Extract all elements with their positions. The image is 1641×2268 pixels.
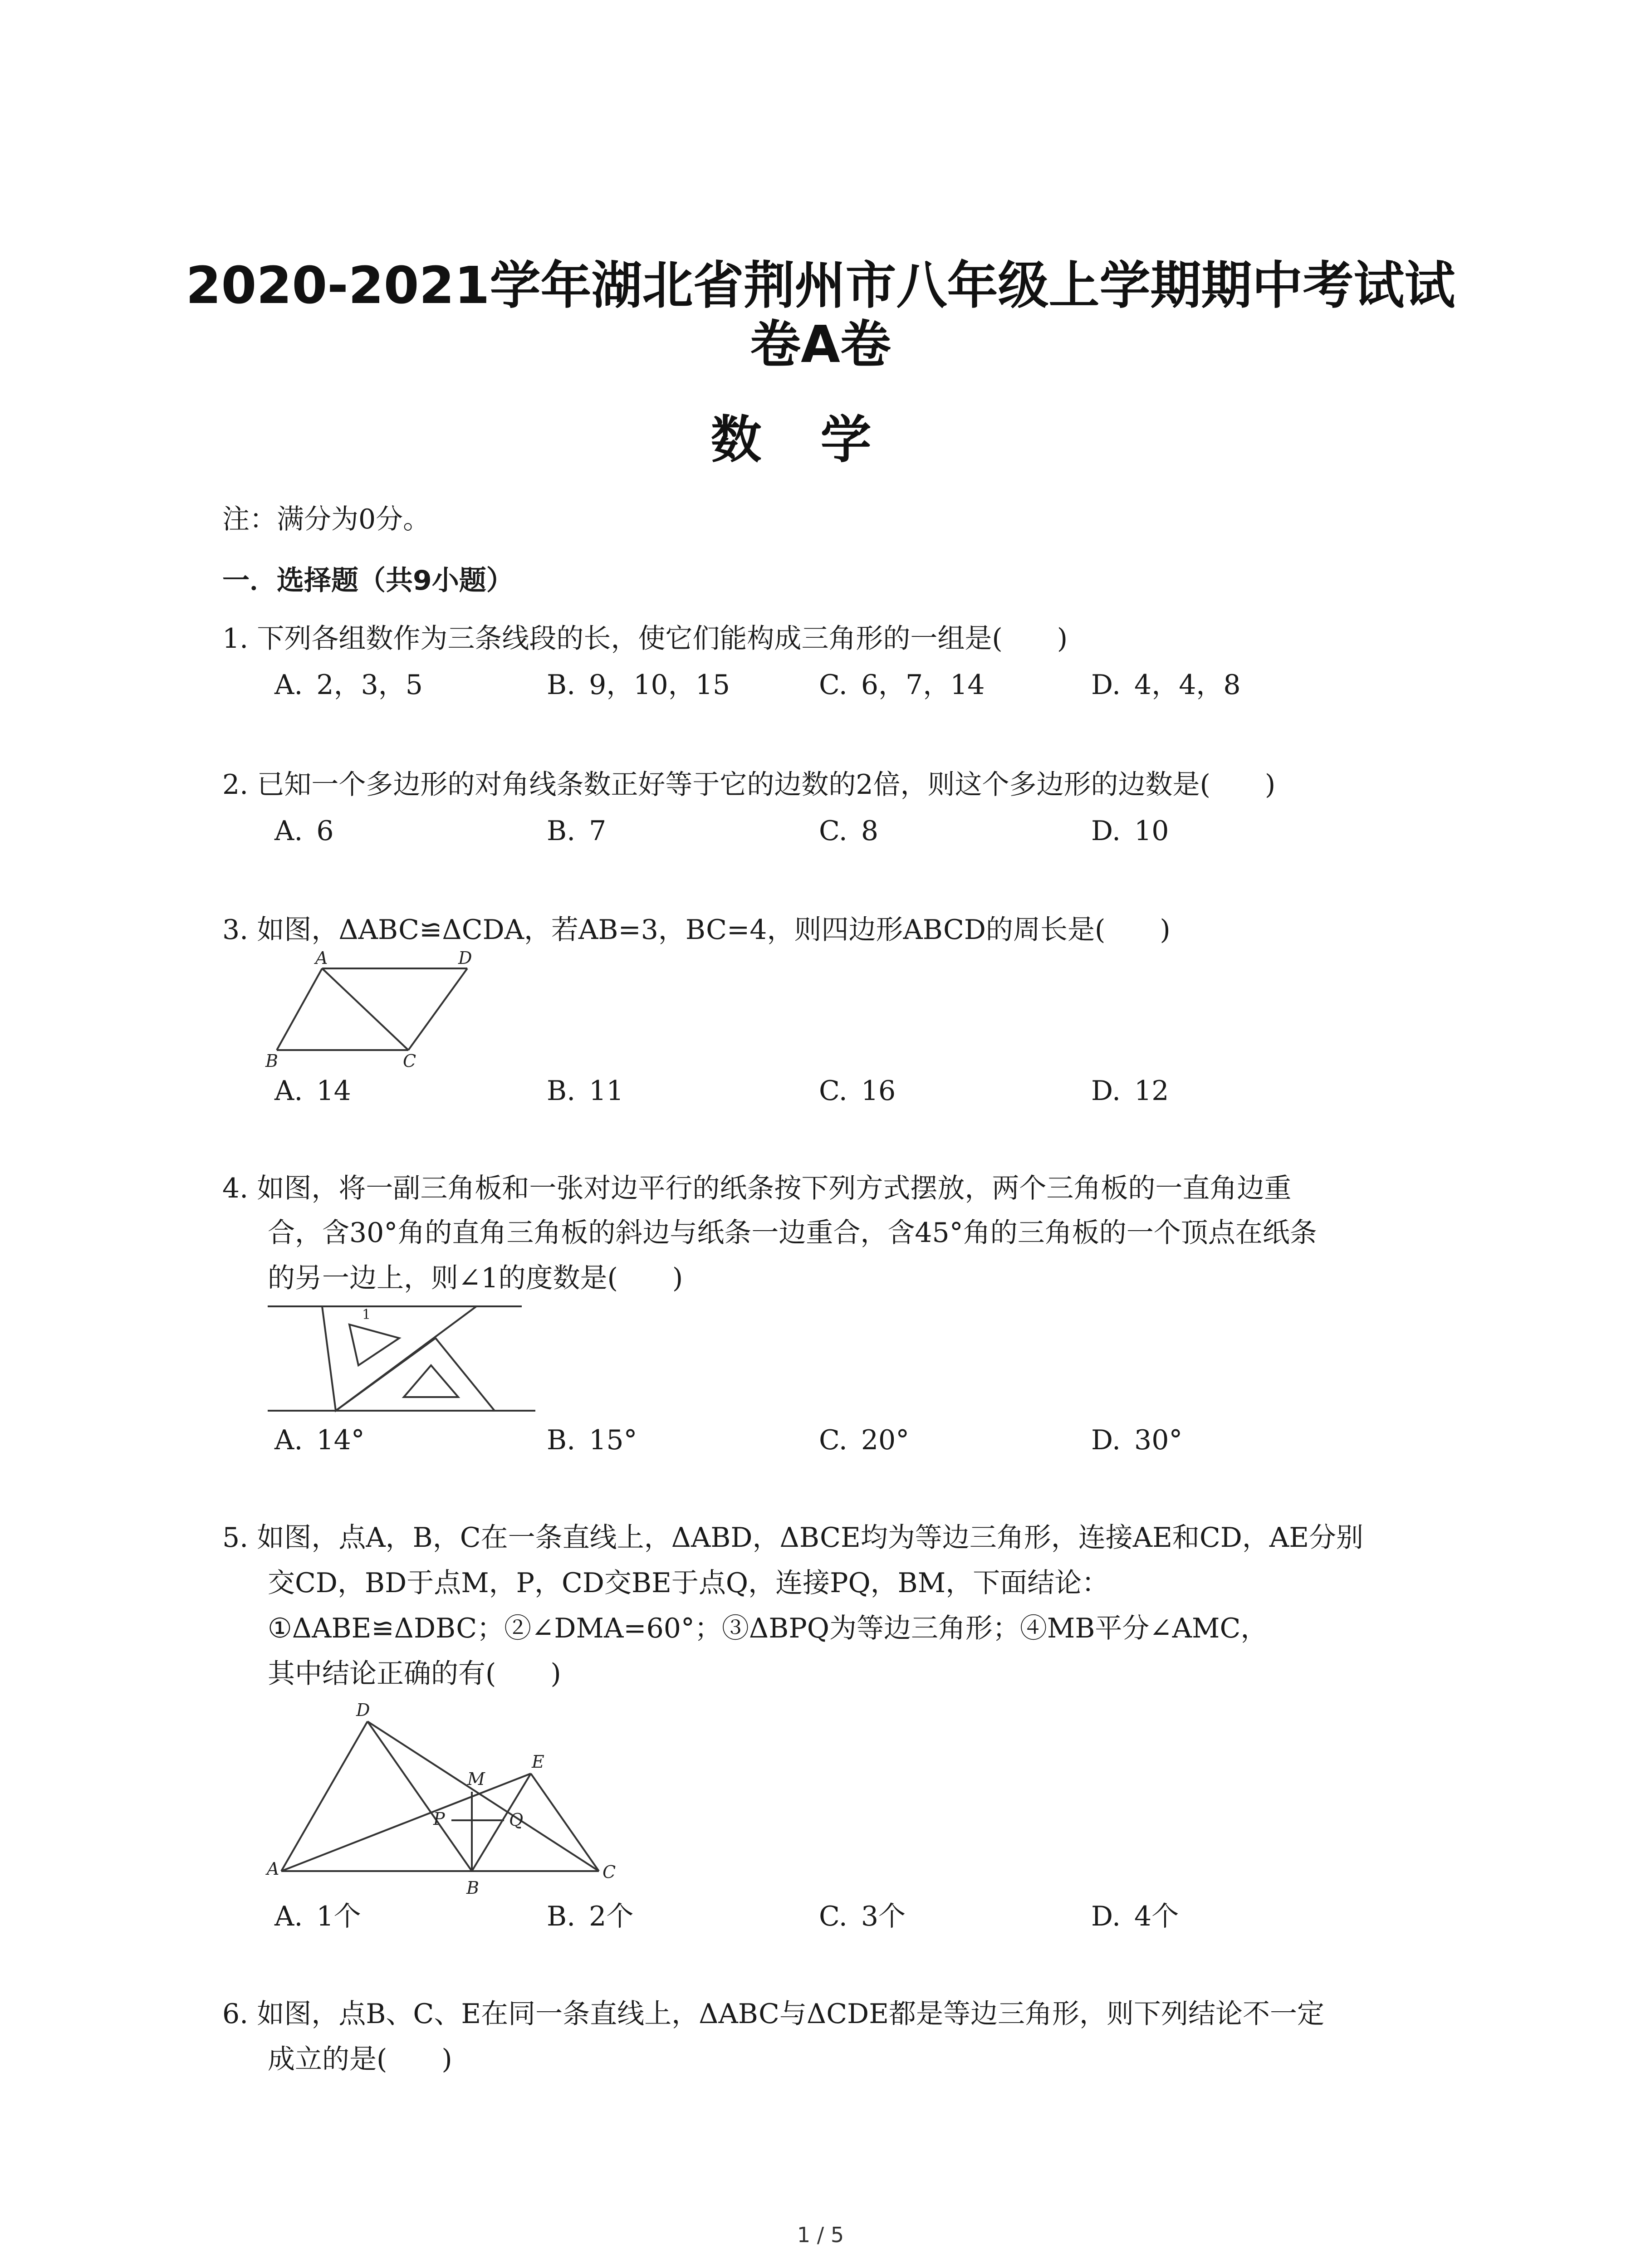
section-heading: 一．选择题（共9小题） — [222, 565, 514, 596]
question-5-option-b: B. 2个 — [547, 1901, 634, 1932]
point-label-q: Q — [509, 1810, 524, 1830]
segment-ad — [281, 1721, 367, 1871]
triangle-30-inner-hole — [349, 1325, 399, 1365]
question-3-option-a: A. 14 — [274, 1075, 351, 1107]
angle-label-1: 1 — [362, 1307, 371, 1323]
vertex-label-a: A — [315, 948, 328, 968]
question-4-option-b: B. 15° — [547, 1424, 637, 1456]
question-4-figure — [259, 1297, 549, 1424]
segment-ec — [531, 1774, 599, 1871]
segment-ac — [322, 968, 408, 1050]
question-4-option-c: C. 20° — [819, 1424, 910, 1456]
question-5-option-d: D. 4个 — [1091, 1901, 1179, 1932]
subject-heading: 数学 — [710, 411, 931, 469]
segment-dc — [408, 968, 467, 1050]
vertex-label-c: C — [403, 1051, 416, 1071]
question-4-option-a: A. 14° — [274, 1424, 365, 1456]
question-2-option-b: B. 7 — [547, 815, 607, 847]
question-1-option-c: C. 6，7，14 — [819, 669, 985, 701]
question-1-option-b: B. 9，10，15 — [547, 669, 730, 701]
title-line-2: 卷A卷 — [750, 315, 891, 374]
question-5-stem-line-3: ①ΔABE≌ΔDBC；②∠DMA=60°；③ΔBPQ为等边三角形；④MB平分∠AMC， — [268, 1613, 1268, 1644]
question-2-stem: 2. 已知一个多边形的对角线条数正好等于它的边数的2倍，则这个多边形的边数是( ) — [222, 769, 1276, 801]
vertex-label-b: B — [265, 1051, 278, 1071]
question-5-stem-line-4: 其中结论正确的有( ) — [268, 1658, 561, 1690]
question-6-stem-line-1: 6. 如图，点B、C、E在同一条直线上，ΔABC与ΔCDE都是等边三角形，则下列结论不一定 — [222, 1998, 1325, 2030]
point-label-p: P — [433, 1809, 445, 1829]
question-3-stem: 3. 如图，ΔABC≌ΔCDA，若AB=3，BC=4，则四边形ABCD的周长是( ) — [222, 914, 1171, 946]
point-label-c: C — [603, 1862, 616, 1882]
question-6-stem-line-2: 成立的是( ) — [268, 2043, 452, 2075]
question-1-option-d: D. 4，4，8 — [1091, 669, 1241, 701]
question-5-figure — [254, 1694, 626, 1898]
question-4-stem-line-3: 的另一边上，则∠1的度数是( ) — [268, 1262, 683, 1294]
question-2-option-a: A. 6 — [274, 815, 334, 847]
question-5-stem-line-2: 交CD，BD于点M，P，CD交BE于点Q，连接PQ，BM，下面结论： — [268, 1567, 1109, 1599]
question-1-option-a: A. 2，3，5 — [274, 669, 423, 701]
question-3-option-d: D. 12 — [1091, 1075, 1169, 1107]
question-3-option-b: B. 11 — [547, 1075, 624, 1107]
segment-dc — [367, 1721, 599, 1871]
segment-ab — [277, 968, 322, 1050]
question-2-option-c: C. 8 — [819, 815, 879, 847]
segment-db — [367, 1721, 472, 1871]
question-2-option-d: D. 10 — [1091, 815, 1169, 847]
triangle-45-inner-hole — [404, 1365, 458, 1397]
question-5-stem-line-1: 5. 如图，点A，B，C在一条直线上，ΔABD，ΔBCE均为等边三角形，连接AE和CD，AE分别 — [222, 1522, 1364, 1554]
triangle-45-degree — [336, 1338, 495, 1411]
point-label-m: M — [467, 1769, 485, 1789]
question-3-figure — [259, 948, 495, 1080]
question-3-option-c: C. 16 — [819, 1075, 896, 1107]
point-label-d: D — [356, 1700, 370, 1720]
question-1-stem: 1. 下列各组数作为三条线段的长，使它们能构成三角形的一组是( ) — [222, 623, 1068, 655]
question-5-option-c: C. 3个 — [819, 1901, 906, 1932]
point-label-e: E — [532, 1752, 544, 1772]
title-line-1: 2020-2021学年湖北省荆州市八年级上学期期中考试试 — [186, 256, 1455, 315]
page-number: 1 / 5 — [797, 2223, 844, 2247]
point-label-b: B — [466, 1878, 479, 1898]
score-note: 注：满分为0分。 — [222, 503, 431, 535]
question-5-option-a: A. 1个 — [274, 1901, 361, 1932]
question-4-stem-line-2: 合，含30°角的直角三角板的斜边与纸条一边重合，含45°角的三角板的一个顶点在纸条 — [268, 1217, 1317, 1249]
question-4-option-d: D. 30° — [1091, 1424, 1183, 1456]
segment-ae — [281, 1774, 531, 1871]
question-4-stem-line-1: 4. 如图，将一副三角板和一张对边平行的纸条按下列方式摆放，两个三角板的一直角边重 — [222, 1173, 1292, 1204]
point-label-a: A — [267, 1859, 279, 1879]
vertex-label-d: D — [458, 948, 472, 968]
